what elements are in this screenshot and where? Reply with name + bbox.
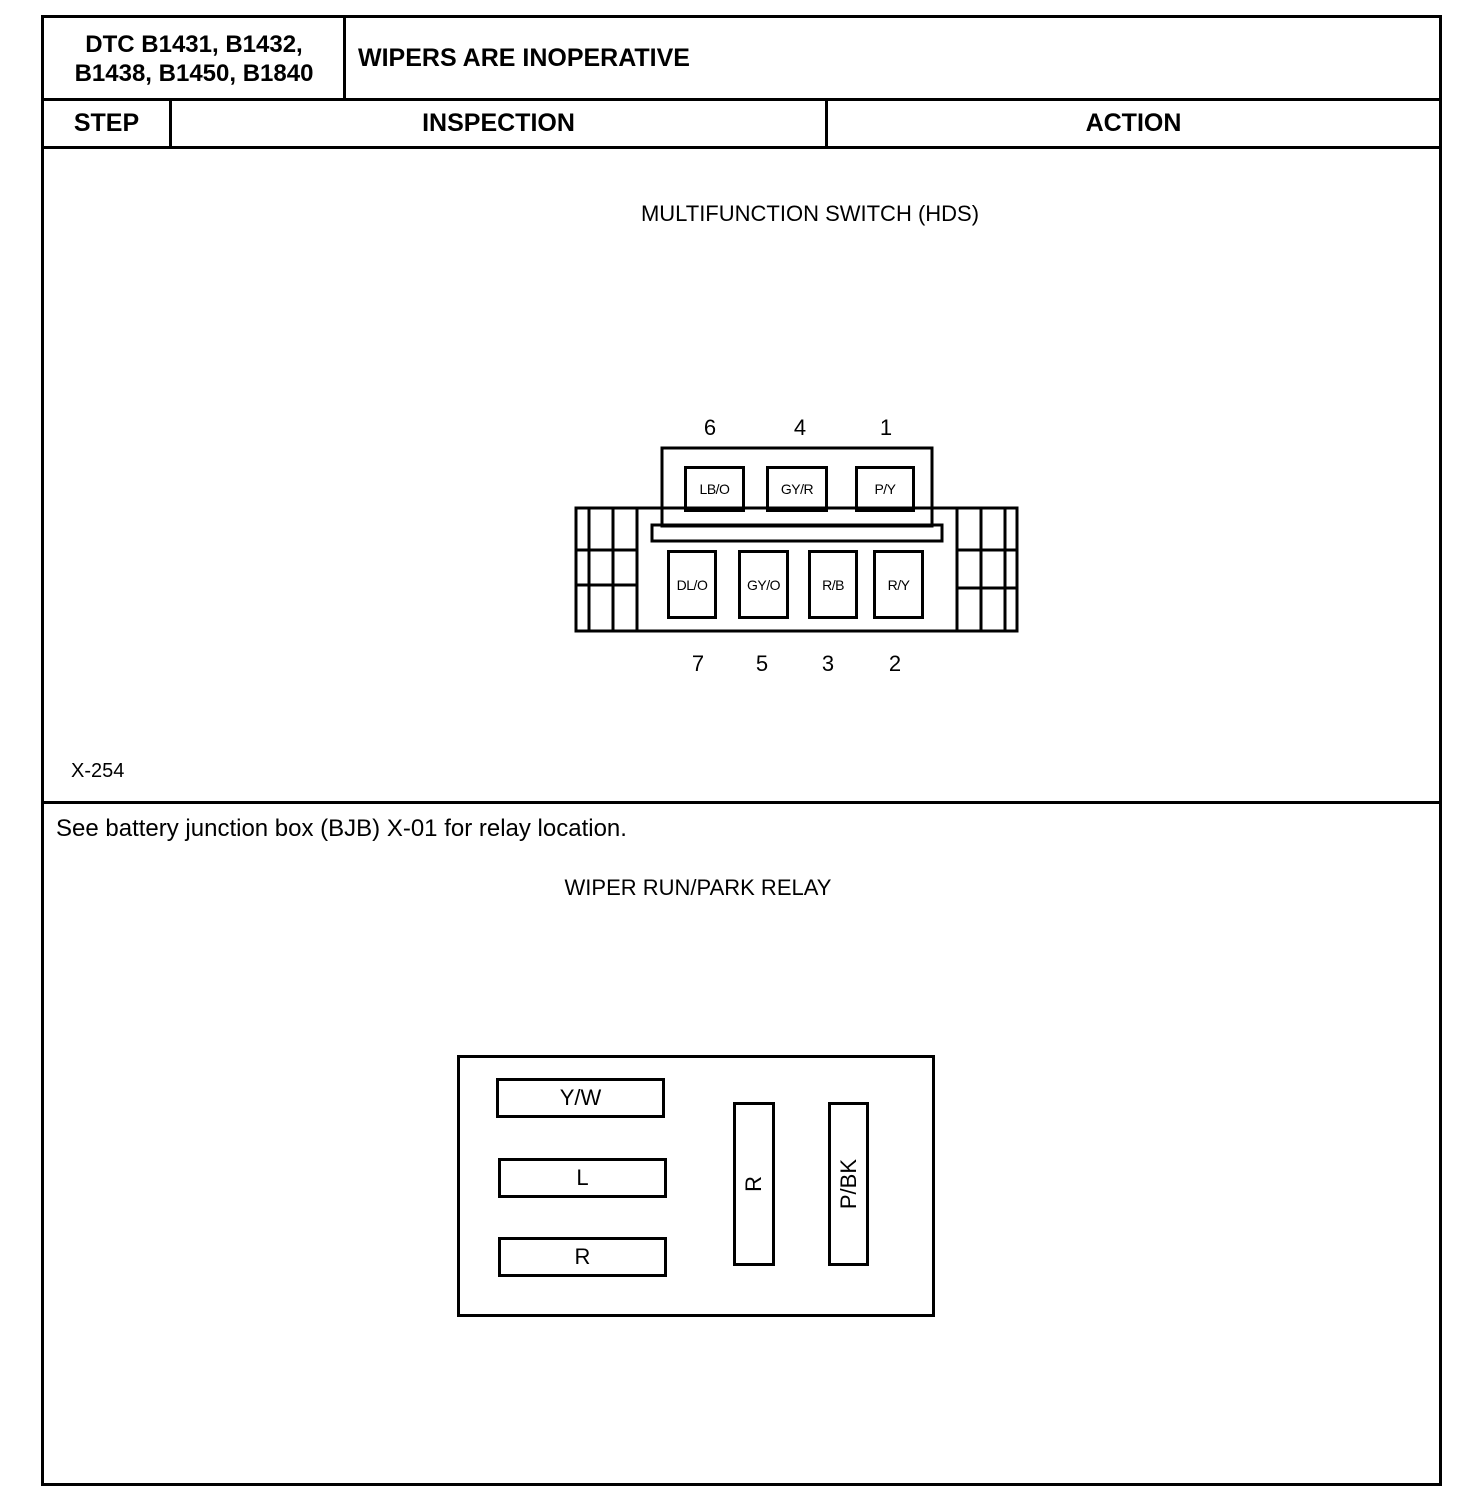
pin-4: GY/R	[766, 466, 828, 512]
dtc-codes	[46, 30, 342, 88]
pin-number-1: 1	[879, 415, 893, 440]
column-header-bottom-rule	[42, 146, 1441, 149]
pin-number-6: 6	[703, 415, 717, 440]
dtc-codes-line1: DTC B1431, B1432,	[85, 31, 303, 58]
relay-location-note: See battery junction box (BJB) X-01 for relay location.	[56, 815, 627, 842]
column-inspection: INSPECTION	[422, 109, 575, 137]
page-title: WIPERS ARE INOPERATIVE	[358, 44, 690, 72]
relay-terminal-yw	[496, 1078, 665, 1118]
pin-2: R/Y	[873, 550, 924, 619]
column-step: STEP	[73, 109, 140, 137]
pin-number-3: 3	[821, 651, 835, 676]
relay-terminal-r	[498, 1237, 667, 1277]
pin-7: DL/O	[667, 550, 717, 619]
pin-number-4: 4	[793, 415, 807, 440]
dtc-codes-line2: B1438, B1450, B1840	[74, 60, 314, 87]
pin-5: GY/O	[738, 550, 789, 619]
relay-terminal-pbk-label: P/BK	[835, 1158, 861, 1210]
pin-number-2: 2	[888, 651, 902, 676]
relay-terminal-r-label: R	[574, 1244, 591, 1269]
relay-terminal-yw-label: Y/W	[559, 1085, 602, 1110]
connector-id: X-254	[71, 760, 125, 782]
pin-1: P/Y	[855, 466, 915, 512]
column-action: ACTION	[1085, 109, 1182, 137]
header-divider	[343, 16, 346, 100]
relay-terminal-l	[498, 1158, 667, 1198]
relay-terminal-pbk	[828, 1102, 869, 1266]
relay-title: WIPER RUN/PARK RELAY	[564, 875, 832, 900]
connector-title: MULTIFUNCTION SWITCH (HDS)	[640, 201, 980, 226]
pin-6: LB/O	[684, 466, 745, 512]
header-bottom-rule	[42, 98, 1441, 101]
pin-number-7: 7	[691, 651, 705, 676]
pin-number-5: 5	[755, 651, 769, 676]
section-divider	[42, 801, 1441, 804]
relay-terminal-r-vertical	[733, 1102, 775, 1266]
connector-diagram	[560, 400, 1040, 700]
relay-terminal-l-label: L	[576, 1165, 589, 1190]
relay-terminal-r-vertical-label: R	[741, 1176, 766, 1192]
pin-3: R/B	[808, 550, 858, 619]
